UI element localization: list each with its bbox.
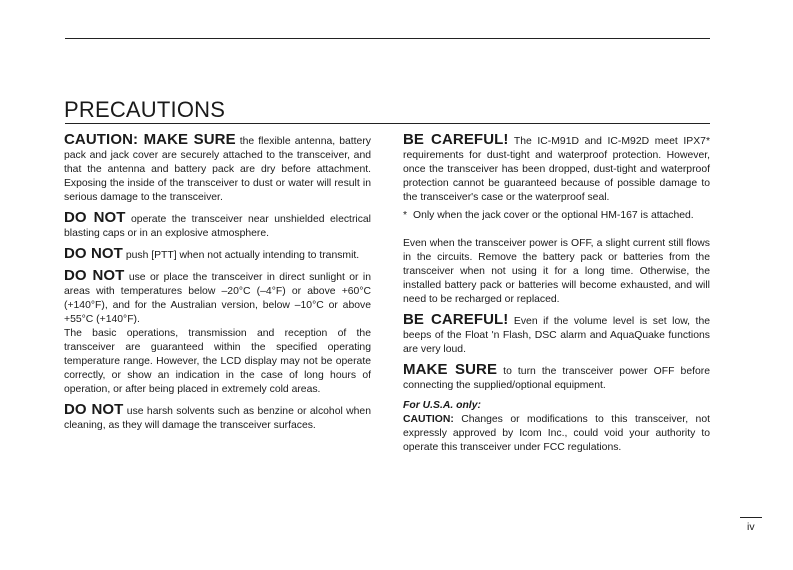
- keyword: MAKE SURE: [403, 361, 498, 378]
- page-title: PRECAUTIONS: [64, 97, 226, 122]
- keyword: BE CAREFUL!: [403, 131, 509, 148]
- keyword: BE CAREFUL!: [403, 311, 509, 328]
- caution-make-sure-paragraph: [64, 133, 371, 205]
- make-sure-power-paragraph: [403, 363, 710, 393]
- footnote-text: Only when the jack cover or the optional HM-167 is attached.: [413, 210, 694, 221]
- paragraph-text: operate the transceiver near unshielded electrical blasting caps or in an explosive atmosphere.: [64, 214, 371, 239]
- page-number: iv: [747, 521, 755, 533]
- do-not-solvents-paragraph: [64, 403, 371, 433]
- operating-range-paragraph: The basic operations, transmission and reception of the transceiver are guaranteed within the specified operating temperature range. However, the LCD display may not be operate correctly, or show an indication in the case of long hours of operation, or after being placed in extremely cold areas.: [64, 328, 371, 395]
- paragraph-text: use or place the transceiver in direct sunlight or in areas with temperatures below –20°C (–4°F) or above +60°C (+140°F), and for the Australian version, below –10°C or above +55°C (+140°F).: [64, 272, 371, 325]
- keyword: DO NOT: [64, 267, 125, 284]
- usa-only-heading: For U.S.A. only:: [403, 400, 481, 411]
- fcc-caution-paragraph: [403, 413, 710, 455]
- paragraph-text: use harsh solvents such as benzine or alcohol when cleaning, as they will damage the transceiver surfaces.: [64, 406, 371, 431]
- paragraph-text: push [PTT] when not actually intending to transmit.: [122, 250, 360, 261]
- paragraph-text: to turn the transceiver power OFF before connecting the supplied/optional equipment.: [403, 366, 710, 391]
- caution-label: CAUTION:: [403, 414, 454, 425]
- footnote-mark: *: [403, 210, 408, 221]
- paragraph-text: Even if the volume level is set low, the beeps of the Float 'n Flash, DSC alarm and AquaQuake functions are very loud.: [403, 316, 710, 355]
- left-column: [64, 133, 371, 433]
- footnote: [403, 209, 710, 223]
- keyword: DO NOT: [64, 209, 126, 226]
- keyword: DO NOT: [64, 401, 124, 418]
- power-off-current-paragraph: Even when the transceiver power is OFF, a slight current still flows in the circuits. Remove the battery pack or batteries from the transceiver when not using it for a long time. Otherwise, the installed battery pack or batteries will become exhausted, and will need to be recharged or replaced.: [403, 238, 710, 305]
- title-rule: [65, 123, 710, 124]
- right-column: [403, 133, 710, 455]
- be-careful-waterproof-paragraph: [403, 133, 710, 205]
- do-not-ptt-paragraph: [64, 247, 371, 263]
- do-not-temperature-paragraph: [64, 269, 371, 327]
- page-number-rule: [740, 517, 762, 518]
- paragraph-text: The IC-M91D and IC-M92D meet IPX7* requirements for dust-tight and waterproof protection. However, once the transceiver has been dropped, dust-tight and waterproof protection cannot be guaranteed because of possible damage to the transceiver's case or the waterproof seal.: [403, 136, 710, 203]
- do-not-blasting-paragraph: [64, 211, 371, 241]
- header-rule: [65, 38, 710, 39]
- paragraph-text: Changes or modifications to this transceiver, not expressly approved by Icom Inc., could void your authority to operate this transceiver under FCC regulations.: [403, 414, 710, 453]
- be-careful-volume-paragraph: [403, 313, 710, 357]
- keyword: CAUTION: MAKE SURE: [64, 131, 236, 148]
- paragraph-text: the flexible antenna, battery pack and jack cover are securely attached to the transceiver, and that the antenna and battery pack are dry before attachment. Exposing the inside of the transceiver to dust or water will result in serious damage to the transceiver.: [64, 136, 371, 203]
- keyword: DO NOT: [64, 245, 123, 262]
